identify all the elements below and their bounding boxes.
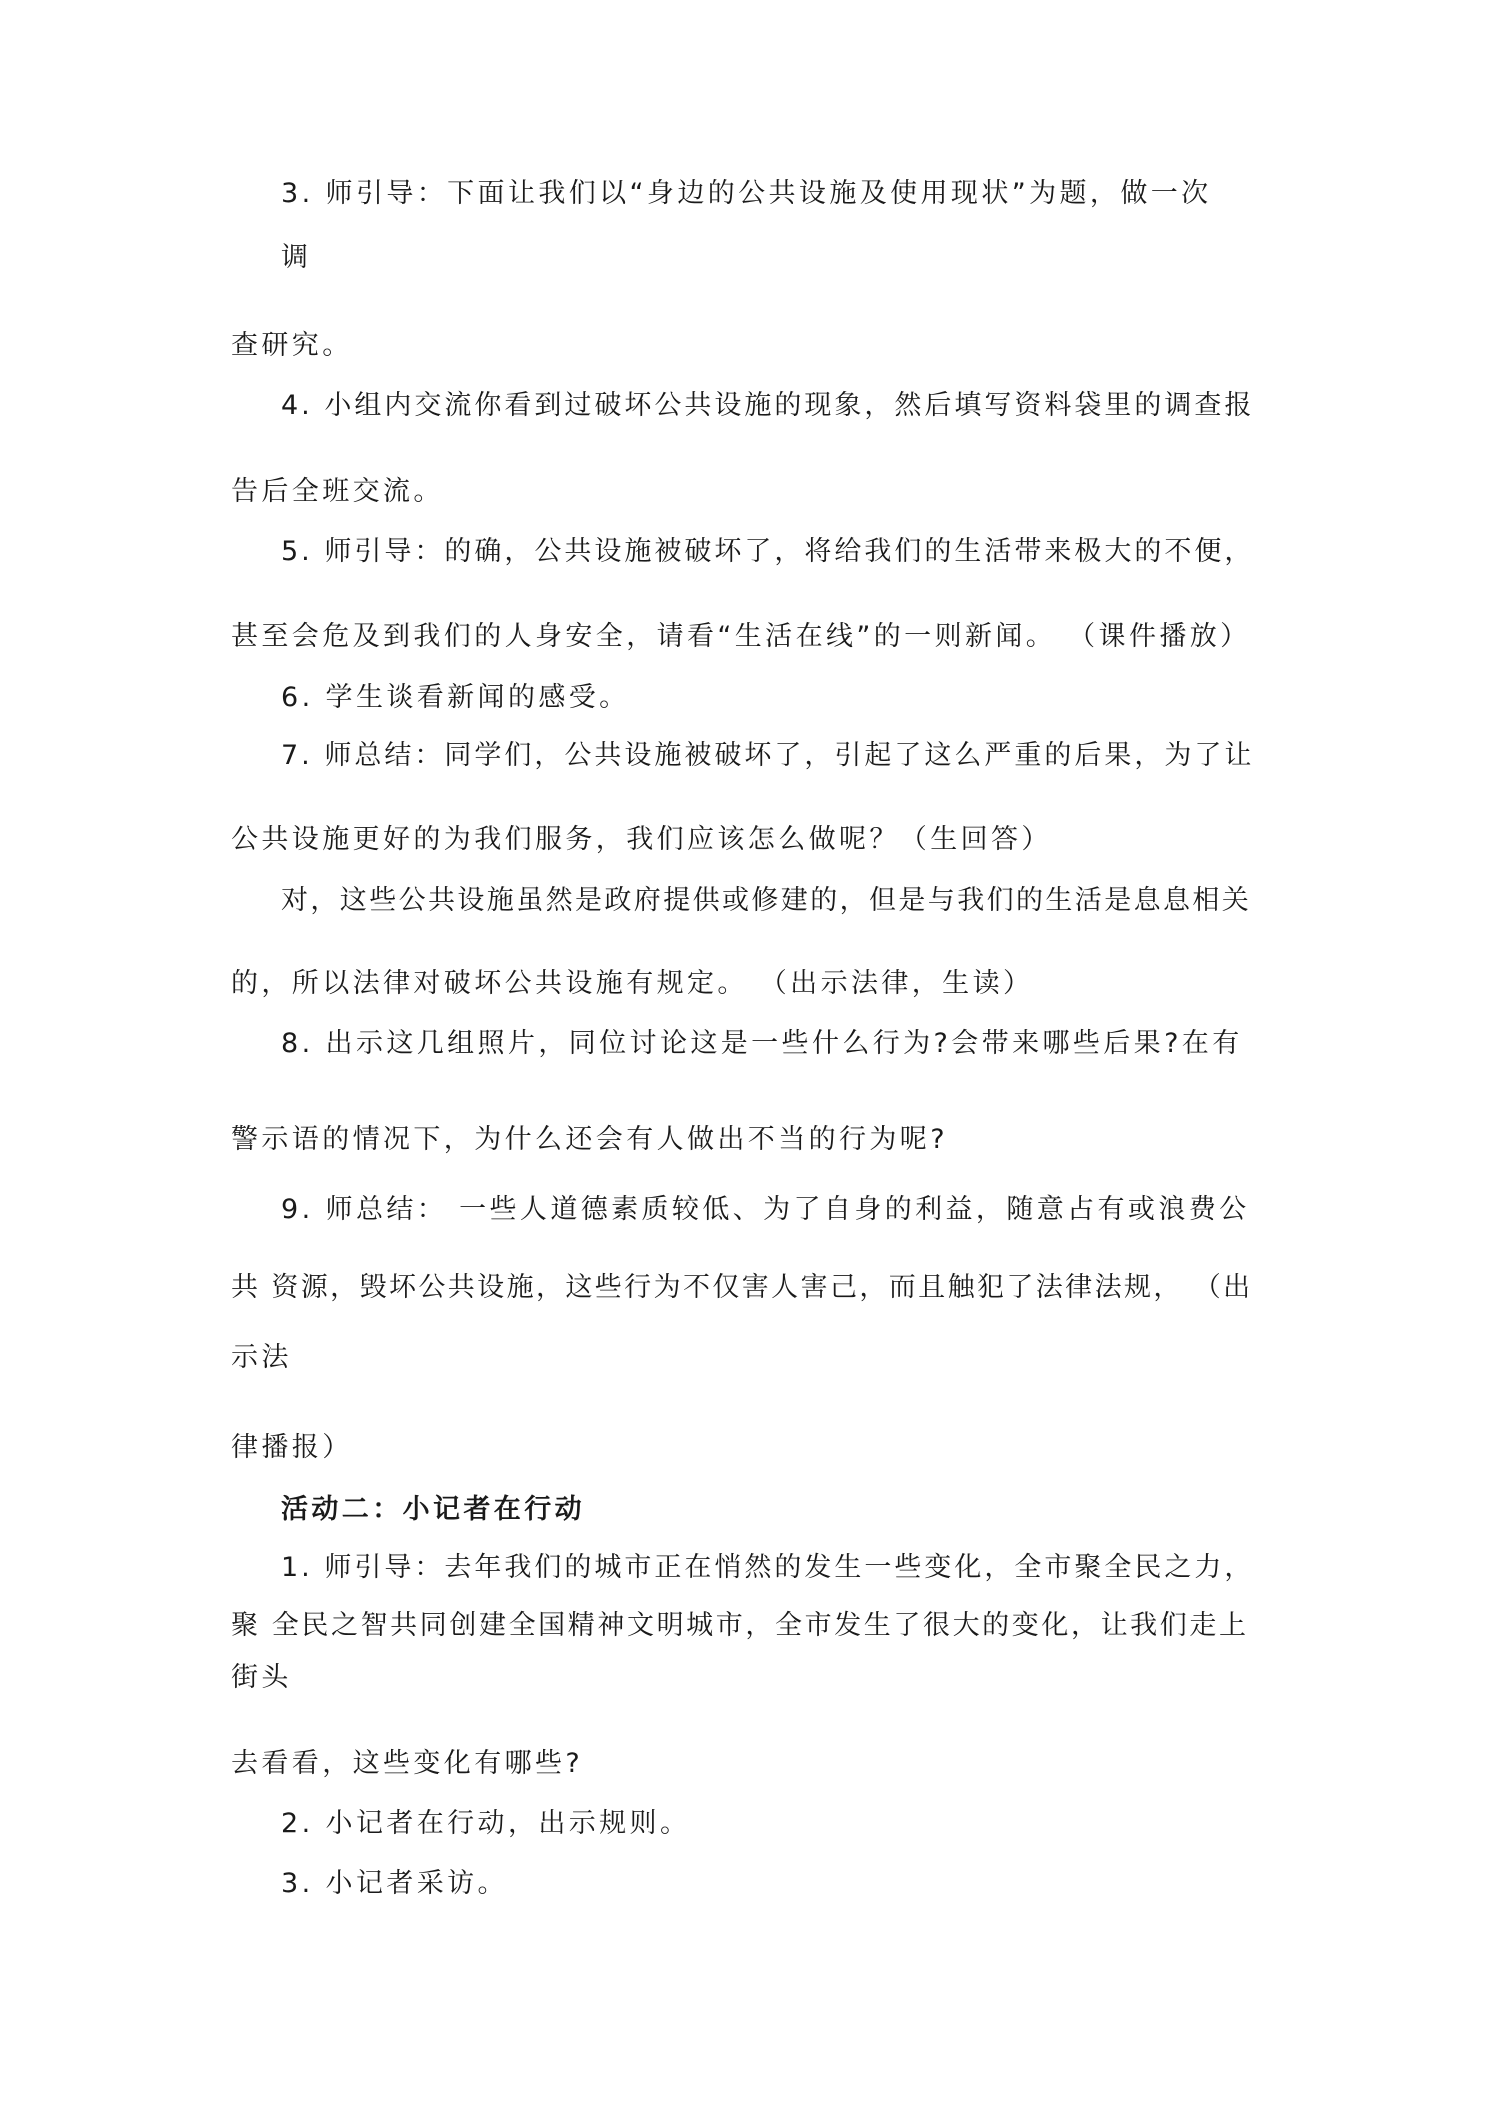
item-7-line-1: 7. 师总结：同学们，公共设施被破坏了，引起了这么严重的后果，为了让 <box>281 740 1255 771</box>
item-4-line-1: 4. 小组内交流你看到过破坏公共设施的现象，然后填写资料袋里的调查报 <box>281 390 1255 421</box>
item-5-line-2: 甚至会危及到我们的人身安全，请看“生活在线”的一则新闻。 （课件播放） <box>231 621 1251 652</box>
item-4-line-2: 告后全班交流。 <box>231 476 444 507</box>
activity-item-1-line-4: 去看看，这些变化有哪些? <box>231 1748 584 1779</box>
paragraph-law-line-2: 的，所以法律对破坏公共设施有规定。 （出示法律，生读） <box>231 968 1034 999</box>
item-3-line-2: 调 <box>281 242 312 273</box>
activity-two-heading: 活动二：小记者在行动 <box>281 1494 585 1525</box>
item-3-line-1: 3. 师引导：下面让我们以“身边的公共设施及使用现状”为题，做一次 <box>281 178 1212 209</box>
item-9-line-2: 共 资源，毁坏公共设施，这些行为不仅害人害己，而且触犯了法律法规， （出 <box>231 1272 1253 1303</box>
item-5-line-1: 5. 师引导：的确，公共设施被破坏了，将给我们的生活带来极大的不便， <box>281 536 1255 567</box>
item-9-line-4: 律播报） <box>231 1432 353 1463</box>
activity-item-1-line-2: 聚 全民之智共同创建全国精神文明城市，全市发生了很大的变化，让我们走上 <box>231 1610 1249 1641</box>
activity-item-1-line-3: 街头 <box>231 1662 292 1693</box>
item-6: 6. 学生谈看新闻的感受。 <box>281 682 630 713</box>
item-3-line-3: 查研究。 <box>231 330 353 361</box>
item-8-line-2: 警示语的情况下，为什么还会有人做出不当的行为呢? <box>231 1124 948 1155</box>
item-8-line-1: 8. 出示这几组照片，同位讨论这是一些什么行为?会带来哪些后果?在有 <box>281 1028 1243 1059</box>
item-7-line-2: 公共设施更好的为我们服务，我们应该怎么做呢？（生回答） <box>231 824 1052 855</box>
activity-item-3: 3. 小记者采访。 <box>281 1868 508 1899</box>
item-9-line-3: 示法 <box>231 1342 292 1373</box>
activity-item-1-line-1: 1. 师引导：去年我们的城市正在悄然的发生一些变化，全市聚全民之力， <box>281 1552 1255 1583</box>
paragraph-law-line-1: 对，这些公共设施虽然是政府提供或修建的，但是与我们的生活是息息相关 <box>281 885 1252 916</box>
activity-item-2: 2. 小记者在行动，出示规则。 <box>281 1808 691 1839</box>
item-9-line-1: 9. 师总结： 一些人道德素质较低、为了自身的利益，随意占有或浪费公 <box>281 1194 1250 1225</box>
